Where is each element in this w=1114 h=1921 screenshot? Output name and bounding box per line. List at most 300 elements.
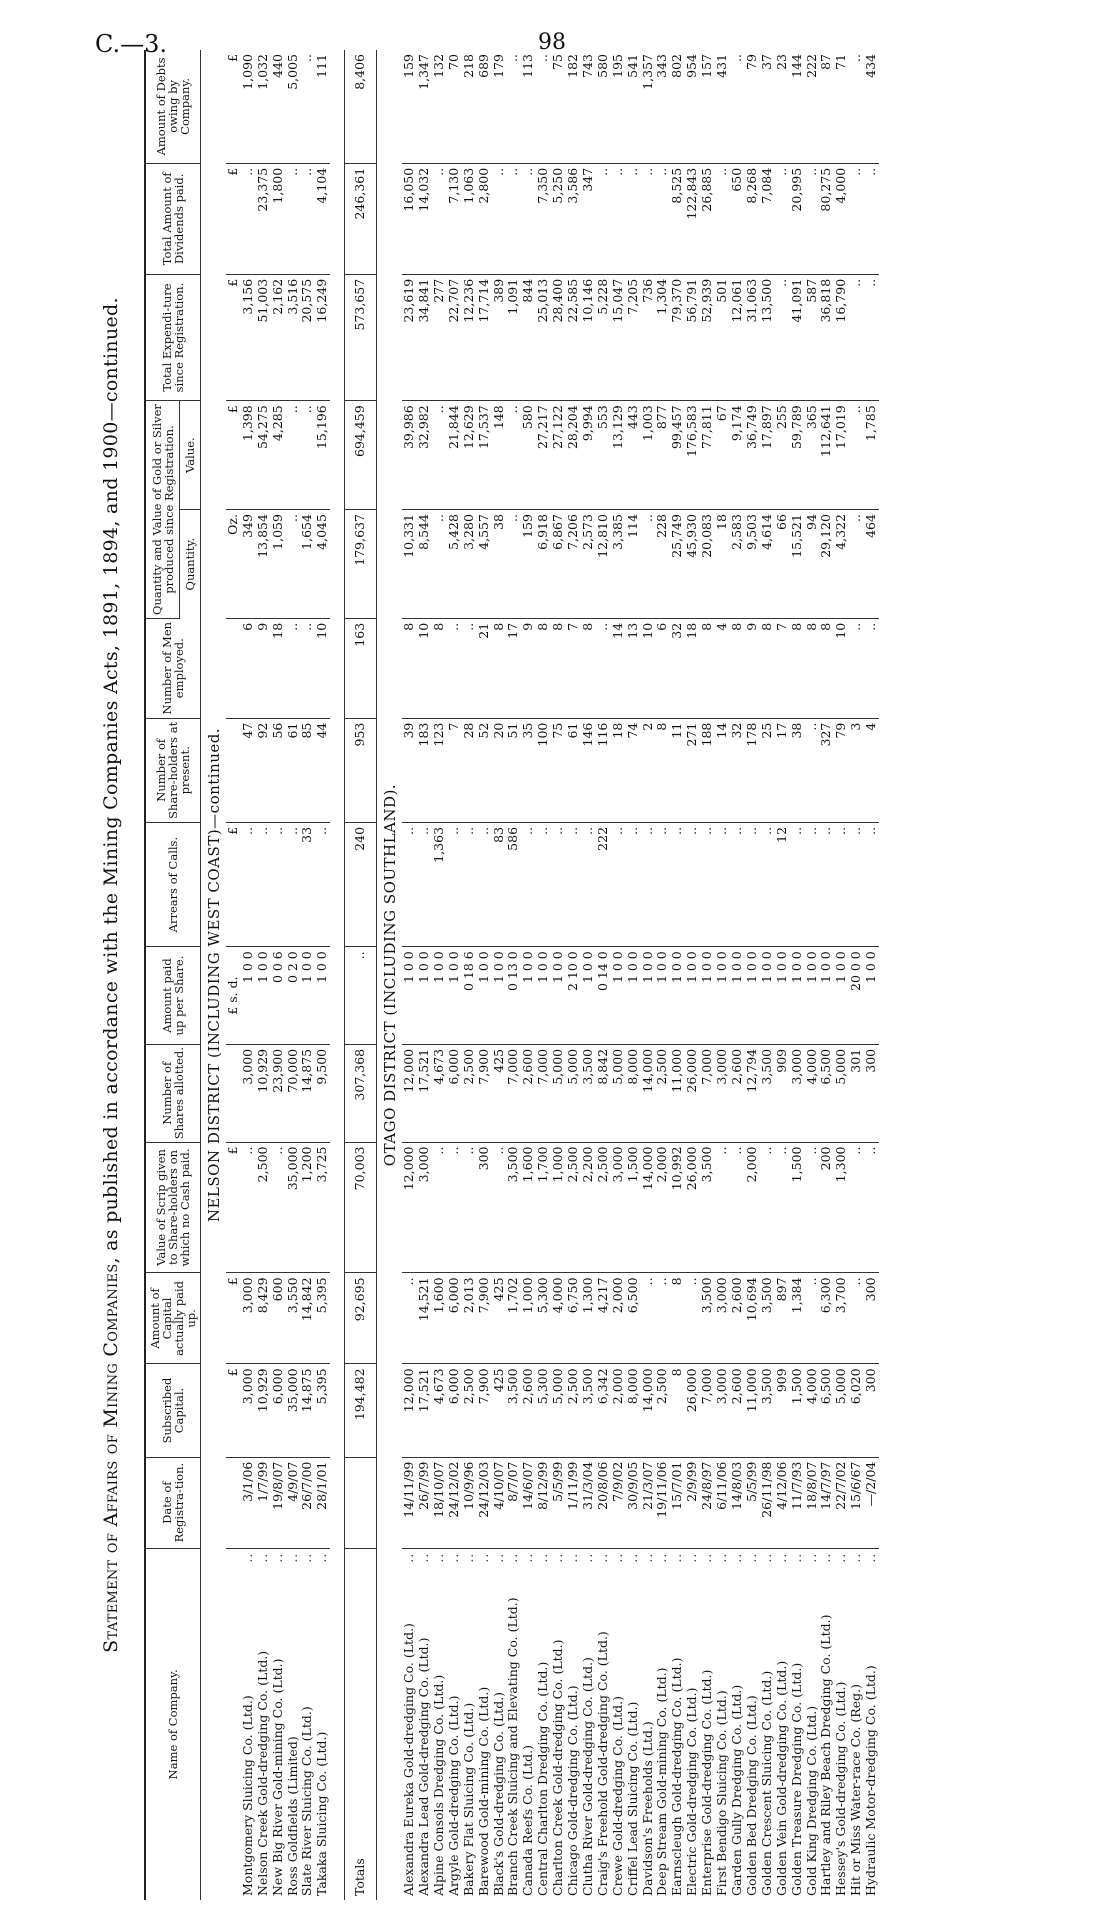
cell-div: 7,130 xyxy=(447,163,462,274)
cell-shares: 2,600 xyxy=(730,1044,745,1142)
leader-dots: .. xyxy=(729,1552,744,1563)
cell-debts: 1,090 xyxy=(241,50,256,163)
title-rest: as published in accordance with the Mining Companies Acts, 1891, 1894, and 1900—continued. xyxy=(100,297,122,1251)
table-row xyxy=(626,50,641,1900)
cell-date: 14/6/07 xyxy=(521,1457,536,1548)
cell-shares: 70,000 xyxy=(286,1044,301,1142)
cell-value: 1,003 xyxy=(641,401,656,510)
cell-value: 15,196 xyxy=(315,401,330,510)
cell-holders: 47 xyxy=(241,718,256,822)
cell-debts: 157 xyxy=(700,50,715,163)
cell-date: 21/3/07 xyxy=(641,1457,656,1548)
cell-shares: 3,000 xyxy=(241,1044,256,1142)
cell-exp: 15,047 xyxy=(611,274,626,401)
cell-scrip: .. xyxy=(805,1142,820,1273)
cell-arrears: 33 xyxy=(300,822,315,946)
cell-shares: 4,673 xyxy=(432,1044,447,1142)
cell-shares: 12,000 xyxy=(402,1044,417,1142)
table-row xyxy=(715,50,730,1900)
header-debts: Amount of Debts owing by Company. xyxy=(145,50,201,163)
cell-ps: 0 18 6 xyxy=(462,947,477,1045)
leader-dots: .. xyxy=(609,1552,625,1563)
cell-ps: 1 0 0 xyxy=(581,947,596,1045)
cell-exp: 1,304 xyxy=(655,274,670,401)
cell-ps: 1 0 0 xyxy=(315,947,330,1045)
cell-subscribed: 7,000 xyxy=(700,1364,715,1457)
leader-dots: .. xyxy=(594,1552,610,1563)
cell-debts: 1,032 xyxy=(256,50,271,163)
company-name-cell xyxy=(760,1548,775,1900)
cell-div: 16,050 xyxy=(402,163,417,274)
company-name: Chicago Gold-dredging Co. (Ltd.) xyxy=(565,1685,581,1896)
cell-arrears: .. xyxy=(551,822,566,946)
cell-arrears: .. xyxy=(745,822,760,946)
cell-subscribed: 8,000 xyxy=(626,1364,641,1457)
cell-ps: 0 14 0 xyxy=(596,947,611,1045)
cell-debts: .. xyxy=(300,50,315,163)
total-shares: 307,368 xyxy=(345,1044,377,1142)
cell-date: 3/1/06 xyxy=(241,1457,256,1548)
cell-qty: .. xyxy=(432,510,447,619)
leader-dots: .. xyxy=(624,1552,640,1563)
company-name-cell xyxy=(566,1548,581,1900)
cell-exp: 736 xyxy=(641,274,656,401)
cell-ps: 1 0 0 xyxy=(775,947,790,1045)
table-row xyxy=(477,50,492,1900)
cell-value: 4,285 xyxy=(271,401,286,510)
header-per-share: Amount paid up per Share. xyxy=(145,947,201,1045)
cell-arrears: .. xyxy=(462,822,477,946)
cell-men: 8 xyxy=(730,618,745,718)
cell-ps: 1 0 0 xyxy=(256,947,271,1045)
cell-subscribed: 6,500 xyxy=(819,1364,834,1457)
company-name: Hartley and Riley Beach Dredging Co. (Ltd.) xyxy=(818,1614,834,1896)
rotated-statement xyxy=(100,50,1100,1900)
cell-men: 8 xyxy=(492,618,507,718)
cell-qty: 25,749 xyxy=(670,510,685,619)
cell-arrears: .. xyxy=(286,822,301,946)
cell-debts: .. xyxy=(506,50,521,163)
cell-paid: 8,429 xyxy=(256,1273,271,1364)
cell-paid: 7,900 xyxy=(477,1273,492,1364)
cell-qty: 2,583 xyxy=(730,510,745,619)
cell-value: 1,398 xyxy=(241,401,256,510)
cell-arrears: .. xyxy=(685,822,700,946)
company-name-cell xyxy=(641,1548,656,1900)
leader-dots: .. xyxy=(254,1552,270,1563)
company-name: Davidson's Freeholds (Ltd.) xyxy=(639,1721,655,1896)
cell-date: 5/5/99 xyxy=(745,1457,760,1548)
cell-qty: 114 xyxy=(626,510,641,619)
cell-debts: 222 xyxy=(805,50,820,163)
company-name: Earnscleugh Gold-dredging Co. (Ltd.) xyxy=(669,1657,685,1896)
cell-paid: 300 xyxy=(864,1273,879,1364)
table-row xyxy=(432,50,447,1900)
cell-date: 24/12/03 xyxy=(477,1457,492,1548)
leader-dots: .. xyxy=(284,1552,300,1563)
cell-div: 3,586 xyxy=(566,163,581,274)
cell-exp: .. xyxy=(849,274,864,401)
cell-arrears: .. xyxy=(864,822,879,946)
leader-dots: .. xyxy=(565,1552,581,1563)
leader-dots: .. xyxy=(415,1552,431,1563)
cell-date: 15/6/67 xyxy=(849,1457,864,1548)
cell-holders: 85 xyxy=(300,718,315,822)
cell-debts: 179 xyxy=(492,50,507,163)
cell-paid: .. xyxy=(849,1273,864,1364)
cell-date: 18/8/07 xyxy=(805,1457,820,1548)
company-name: Golden Vein Gold-dredging Co. (Ltd.) xyxy=(773,1660,789,1896)
cell-men: 21 xyxy=(477,618,492,718)
cell-date: 7/9/02 xyxy=(611,1457,626,1548)
cell-arrears: 83 xyxy=(492,822,507,946)
cell-scrip: .. xyxy=(241,1142,256,1273)
cell-value: 17,537 xyxy=(477,401,492,510)
cell-debts: 75 xyxy=(551,50,566,163)
cell-arrears: 1,363 xyxy=(432,822,447,946)
cell-shares: 8,000 xyxy=(626,1044,641,1142)
cell-ps: 20 0 0 xyxy=(849,947,864,1045)
cell-men: 8 xyxy=(551,618,566,718)
cell-shares: 4,000 xyxy=(805,1044,820,1142)
leader-dots: .. xyxy=(788,1552,804,1563)
cell-ps: 1 0 0 xyxy=(700,947,715,1045)
cell-subscribed: 300 xyxy=(864,1364,879,1457)
unit-cell: £ xyxy=(226,163,241,274)
cell-div: .. xyxy=(432,163,447,274)
cell-paid: 425 xyxy=(492,1273,507,1364)
cell-qty: 5,428 xyxy=(447,510,462,619)
cell-men: 7 xyxy=(775,618,790,718)
company-name: Deep Stream Gold-mining Co. (Ltd.) xyxy=(654,1667,670,1896)
cell-qty: 7,206 xyxy=(566,510,581,619)
total-exp: 573,657 xyxy=(345,274,377,401)
cell-debts: 113 xyxy=(521,50,536,163)
table-row xyxy=(834,50,849,1900)
cell-subscribed: 6,000 xyxy=(447,1364,462,1457)
cell-scrip: 2,500 xyxy=(596,1142,611,1273)
cell-subscribed: 1,500 xyxy=(790,1364,805,1457)
cell-div: 80,275 xyxy=(819,163,834,274)
cell-men: 14 xyxy=(611,618,626,718)
cell-shares: 6,500 xyxy=(819,1044,834,1142)
cell-qty: 4,557 xyxy=(477,510,492,619)
cell-holders: 14 xyxy=(715,718,730,822)
cell-paid: .. xyxy=(685,1273,700,1364)
title-prefix: Statement of Affairs of Mining Companies, xyxy=(100,1257,122,1653)
cell-div: .. xyxy=(506,163,521,274)
cell-men: .. xyxy=(286,618,301,718)
cell-qty: .. xyxy=(286,510,301,619)
cell-men: 10 xyxy=(417,618,432,718)
cell-holders: 146 xyxy=(581,718,596,822)
cell-qty: 9,503 xyxy=(745,510,760,619)
cell-men: 8 xyxy=(760,618,775,718)
cell-qty: 94 xyxy=(805,510,820,619)
cell-ps: 1 0 0 xyxy=(417,947,432,1045)
company-name: Slate River Sluicing Co. (Ltd.) xyxy=(299,1706,315,1896)
cell-value: 365 xyxy=(805,401,820,510)
cell-qty: .. xyxy=(641,510,656,619)
leader-dots: .. xyxy=(579,1552,595,1563)
cell-date: 14/8/03 xyxy=(730,1457,745,1548)
company-name-cell xyxy=(581,1548,596,1900)
leader-dots: .. xyxy=(460,1552,476,1563)
cell-paid: 4,000 xyxy=(551,1273,566,1364)
cell-paid: 3,550 xyxy=(286,1273,301,1364)
cell-paid: 1,000 xyxy=(521,1273,536,1364)
cell-paid: 3,700 xyxy=(834,1273,849,1364)
cell-date: 19/11/06 xyxy=(655,1457,670,1548)
company-name-cell xyxy=(241,1548,256,1900)
unit-cell: £ xyxy=(226,1273,241,1364)
cell-holders: 74 xyxy=(626,718,641,822)
company-name-cell xyxy=(670,1548,685,1900)
cell-arrears: .. xyxy=(760,822,775,946)
company-name: Garden Gully Dredging Co. (Ltd.) xyxy=(729,1684,744,1896)
cell-debts: 71 xyxy=(834,50,849,163)
cell-qty: 228 xyxy=(655,510,670,619)
cell-value: 32,982 xyxy=(417,401,432,510)
unit-row xyxy=(226,50,241,1900)
cell-value: 99,457 xyxy=(670,401,685,510)
cell-div: .. xyxy=(492,163,507,274)
cell-date: 15/7/01 xyxy=(670,1457,685,1548)
cell-paid: 2,000 xyxy=(611,1273,626,1364)
cell-ps: 1 0 0 xyxy=(834,947,849,1045)
cell-shares: 7,000 xyxy=(506,1044,521,1142)
cell-ps: 1 0 0 xyxy=(402,947,417,1045)
cell-debts: 580 xyxy=(596,50,611,163)
cell-holders: 2 xyxy=(641,718,656,822)
cell-qty: 6,918 xyxy=(536,510,551,619)
cell-arrears: .. xyxy=(834,822,849,946)
cell-ps: 1 0 0 xyxy=(670,947,685,1045)
company-name: Central Charlton Dredging Co. (Ltd.) xyxy=(535,1661,551,1896)
cell-date: 5/5/99 xyxy=(551,1457,566,1548)
company-name: Black's Gold-dredging Co. (Ltd.) xyxy=(490,1691,506,1896)
cell-ps: 1 0 0 xyxy=(492,947,507,1045)
cell-subscribed: 2,500 xyxy=(566,1364,581,1457)
cell-arrears: 586 xyxy=(506,822,521,946)
cell-arrears: .. xyxy=(730,822,745,946)
cell-qty: 349 xyxy=(241,510,256,619)
cell-subscribed: 14,000 xyxy=(641,1364,656,1457)
cell-ps: 0 13 0 xyxy=(506,947,521,1045)
cell-arrears: .. xyxy=(805,822,820,946)
cell-date: 20/8/06 xyxy=(596,1457,611,1548)
table-row xyxy=(315,50,330,1900)
cell-ps: 1 0 0 xyxy=(626,947,641,1045)
cell-scrip: .. xyxy=(730,1142,745,1273)
cell-value: 13,129 xyxy=(611,401,626,510)
cell-div: .. xyxy=(641,163,656,274)
otago-heading-row xyxy=(377,50,402,1900)
company-name-cell xyxy=(715,1548,730,1900)
company-name-cell xyxy=(864,1548,879,1900)
cell-shares: 26,000 xyxy=(685,1044,700,1142)
cell-exp: 12,236 xyxy=(462,274,477,401)
cell-arrears: .. xyxy=(715,822,730,946)
cell-value: 877 xyxy=(655,401,670,510)
leader-dots: .. xyxy=(699,1552,715,1563)
cell-holders: 17 xyxy=(775,718,790,822)
cell-div: .. xyxy=(611,163,626,274)
cell-exp: .. xyxy=(864,274,879,401)
cell-exp: 51,003 xyxy=(256,274,271,401)
cell-qty: .. xyxy=(506,510,521,619)
cell-subscribed: 2,500 xyxy=(462,1364,477,1457)
cell-qty: 6,867 xyxy=(551,510,566,619)
cell-value: 39,986 xyxy=(402,401,417,510)
cell-div: 4,104 xyxy=(315,163,330,274)
cell-arrears: .. xyxy=(521,822,536,946)
cell-men: .. xyxy=(462,618,477,718)
cell-date: 26/11/98 xyxy=(760,1457,775,1548)
cell-arrears: .. xyxy=(849,822,864,946)
cell-div: .. xyxy=(286,163,301,274)
cell-exp: 22,585 xyxy=(566,274,581,401)
cell-holders: 4 xyxy=(864,718,879,822)
cell-debts: 689 xyxy=(477,50,492,163)
cell-value: 27,122 xyxy=(551,401,566,510)
cell-date: 26/7/00 xyxy=(300,1457,315,1548)
table-row xyxy=(551,50,566,1900)
cell-value: 9,994 xyxy=(581,401,596,510)
cell-holders: 52 xyxy=(477,718,492,822)
cell-shares: 11,000 xyxy=(670,1044,685,1142)
leader-dots: .. xyxy=(833,1552,849,1563)
cell-shares: 2,600 xyxy=(521,1044,536,1142)
company-name-cell xyxy=(521,1548,536,1900)
table-row xyxy=(641,50,656,1900)
cell-exp: 10,146 xyxy=(581,274,596,401)
nelson-heading-row xyxy=(201,50,226,1900)
unit-cell: Oz. xyxy=(226,510,241,619)
header-paid-up: Amount of Capital actually paid up. xyxy=(145,1273,201,1364)
cell-date: 4/10/07 xyxy=(492,1457,507,1548)
company-name: Clutha River Gold-dredging Co. (Ltd.) xyxy=(579,1657,595,1896)
company-name-cell xyxy=(536,1548,551,1900)
cell-date: 10/9/96 xyxy=(462,1457,477,1548)
cell-men: 8 xyxy=(432,618,447,718)
company-name-cell xyxy=(551,1548,566,1900)
cell-ps: 1 0 0 xyxy=(685,947,700,1045)
cell-ps: 1 0 0 xyxy=(241,947,256,1045)
cell-paid: 6,750 xyxy=(566,1273,581,1364)
cell-date: —/2/04 xyxy=(864,1457,879,1548)
cell-scrip: 1,700 xyxy=(536,1142,551,1273)
cell-holders: 178 xyxy=(745,718,760,822)
company-name: Electric Gold-dredging Co. (Ltd.) xyxy=(684,1687,700,1896)
company-name: Criffel Lead Sluicing Co. (Ltd.) xyxy=(624,1701,640,1896)
cell-div: .. xyxy=(775,163,790,274)
cell-men: 32 xyxy=(670,618,685,718)
nelson-heading: NELSON DISTRICT (INCLUDING WEST COAST)—continued. xyxy=(205,727,223,1223)
cell-subscribed: 6,000 xyxy=(271,1364,286,1457)
leader-dots: .. xyxy=(299,1552,315,1563)
cell-value: 176,583 xyxy=(685,401,700,510)
cell-shares: 8,842 xyxy=(596,1044,611,1142)
cell-scrip: .. xyxy=(447,1142,462,1273)
cell-shares: 14,000 xyxy=(641,1044,656,1142)
cell-exp: 16,249 xyxy=(315,274,330,401)
cell-exp: 34,841 xyxy=(417,274,432,401)
cell-exp: 1,091 xyxy=(506,274,521,401)
cell-ps: 1 0 0 xyxy=(864,947,879,1045)
cell-scrip: 14,000 xyxy=(641,1142,656,1273)
cell-paid: 1,702 xyxy=(506,1273,521,1364)
company-name: Argyle Gold-dredging Co. (Ltd.) xyxy=(445,1695,461,1896)
cell-div: 1,800 xyxy=(271,163,286,274)
cell-div: .. xyxy=(715,163,730,274)
cell-subscribed: 3,000 xyxy=(715,1364,730,1457)
table-row xyxy=(730,50,745,1900)
cell-arrears: .. xyxy=(536,822,551,946)
cell-date: 8/12/99 xyxy=(536,1457,551,1548)
cell-exp: 3,156 xyxy=(241,274,256,401)
cell-date: 18/10/07 xyxy=(432,1457,447,1548)
cell-debts: 37 xyxy=(760,50,775,163)
cell-arrears: .. xyxy=(655,822,670,946)
cell-subscribed: 4,673 xyxy=(432,1364,447,1457)
cell-subscribed: 5,000 xyxy=(551,1364,566,1457)
cell-holders: 327 xyxy=(819,718,834,822)
cell-subscribed: 2,600 xyxy=(521,1364,536,1457)
cell-holders: 39 xyxy=(402,718,417,822)
cell-date: 1/7/99 xyxy=(256,1457,271,1548)
cell-scrip: .. xyxy=(864,1142,879,1273)
cell-arrears: .. xyxy=(566,822,581,946)
cell-men: 8 xyxy=(700,618,715,718)
cell-exp: 2,162 xyxy=(271,274,286,401)
cell-date: 4/9/07 xyxy=(286,1457,301,1548)
cell-div: 2,800 xyxy=(477,163,492,274)
cell-value: .. xyxy=(286,401,301,510)
total-scrip: 70,003 xyxy=(345,1142,377,1273)
cell-holders: 75 xyxy=(551,718,566,822)
total-arrears: 240 xyxy=(345,822,377,946)
cell-shares: 5,000 xyxy=(611,1044,626,1142)
cell-exp: 25,013 xyxy=(536,274,551,401)
company-name: Nelson Creek Gold-dredging Co. (Ltd.) xyxy=(254,1650,270,1896)
cell-scrip: 1,500 xyxy=(626,1142,641,1273)
cell-debts: 343 xyxy=(655,50,670,163)
cell-debts: 195 xyxy=(611,50,626,163)
cell-shares: 7,900 xyxy=(477,1044,492,1142)
cell-ps: 1 0 0 xyxy=(611,947,626,1045)
company-name-cell xyxy=(477,1548,492,1900)
cell-date: 11/7/93 xyxy=(790,1457,805,1548)
table-row xyxy=(506,50,521,1900)
cell-arrears: .. xyxy=(581,822,596,946)
company-name: Gold King Dredging Co. (Ltd.) xyxy=(803,1705,819,1896)
cell-ps: 1 0 0 xyxy=(477,947,492,1045)
unit-cell: £ xyxy=(226,274,241,401)
cell-date: 24/12/02 xyxy=(447,1457,462,1548)
cell-div: .. xyxy=(655,163,670,274)
company-name: Crewe Gold-dredging Co. (Ltd.) xyxy=(609,1695,625,1896)
table-row xyxy=(462,50,477,1900)
cell-men: .. xyxy=(864,618,879,718)
cell-holders: 44 xyxy=(315,718,330,822)
cell-men: 10 xyxy=(834,618,849,718)
cell-scrip: 3,725 xyxy=(315,1142,330,1273)
cell-scrip: .. xyxy=(462,1142,477,1273)
total-debts: 8,406 xyxy=(345,50,377,163)
cell-date: 19/8/07 xyxy=(271,1457,286,1548)
cell-date: 26/7/99 xyxy=(417,1457,432,1548)
